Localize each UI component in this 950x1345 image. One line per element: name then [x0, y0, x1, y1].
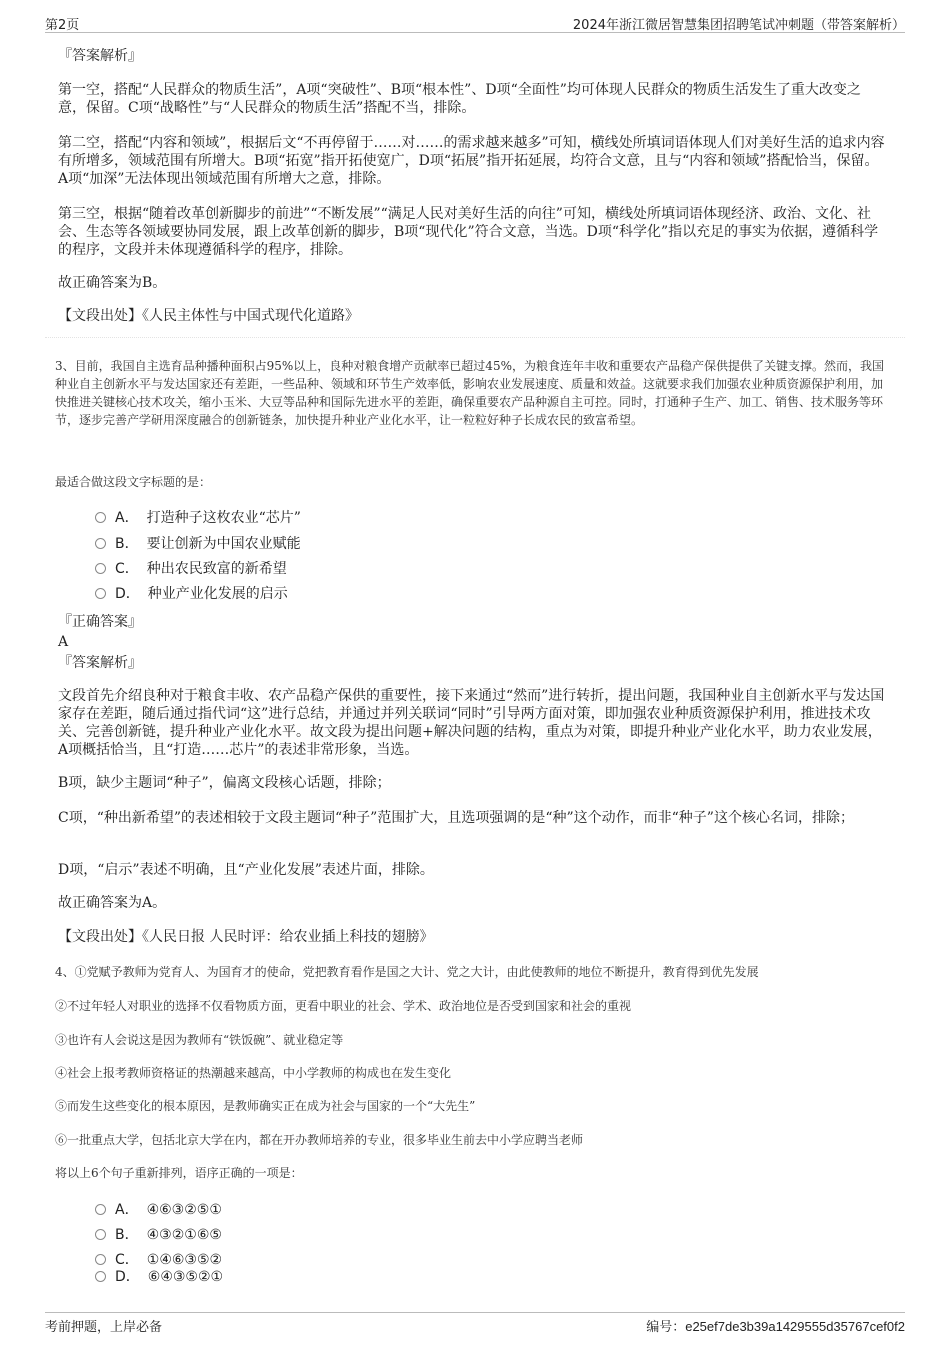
analysis-paragraph-3: 第三空，根据“随着改革创新脚步的前进”“不断发展”“满足人民对美好生活的向往”可知，横线处所填词语体现经济、政治、文化、社会、生态等各领域要协同发展，跟上改革创新的脚步，B项“现代化”符合文意，当选。D项“科学化”指以充足的事实为依据，遵循科学的程序，文段并未体现遵循科学的程序，排除。 — [58, 206, 879, 258]
radio-button[interactable] — [95, 538, 106, 549]
document-code: 编号：e25ef7de3b39a1429555d35767cef0f2 — [646, 1319, 905, 1334]
analysis-q3-paragraph-3: C项，“种出新希望”的表述相较于文段主题词“种子”范围扩大，且选项强调的是“种”这个动作，而非“种子”这个核心名词，排除； — [58, 810, 854, 826]
page-number: 第2页 — [45, 18, 80, 33]
document-title: 2024年浙江微居智慧集团招聘笔试冲刺题（带答案解析） — [572, 18, 905, 33]
question-4-sentence-3: ③也许有人会说这是因为教师有“铁饭碗”、就业稳定等 — [55, 1033, 344, 1047]
answer-q3: A — [58, 634, 69, 650]
source-q2: 【文段出处】《人民主体性与中国式现代化道路》 — [58, 308, 359, 324]
option-c[interactable]: C． ①④⑥③⑤② — [95, 1251, 222, 1269]
question-4-sentence-6: ⑥一批重点大学，包括北京大学在内，都在开办教师培养的专业，很多毕业生前去中小学应聘当老师 — [55, 1133, 584, 1147]
analysis-q3-paragraph-4: D项，“启示”表述不明确，且“产业化发展”表述片面，排除。 — [58, 862, 434, 878]
conclusion-q2: 故正确答案为B。 — [58, 275, 167, 291]
option-b[interactable]: B． 要让创新为中国农业赋能 — [95, 535, 301, 553]
analysis-title-q2: 『答案解析』 — [58, 48, 142, 64]
question-4-sentence-2: ②不过年轻人对职业的选择不仅看物质方面，更看中职业的社会、学术、政治地位是否受到国家和社会的重视 — [55, 999, 632, 1013]
analysis-q3-paragraph-2: B项，缺少主题词“种子”，偏离文段核心话题，排除； — [58, 775, 391, 791]
question-4-sentence-1: 4、①党赋予教师为党育人、为国育才的使命，党把教育看作是国之大计、党之大计，由此使教师的地位不断提升，教育得到优先发展 — [55, 965, 759, 979]
option-b[interactable]: B． ④③②①⑥⑤ — [95, 1226, 222, 1244]
option-a[interactable]: A． 打造种子这枚农业“芯片” — [95, 509, 301, 527]
section-divider — [45, 337, 905, 338]
radio-button[interactable] — [95, 588, 106, 599]
question-4-sentence-5: ⑤而发生这些变化的根本原因，是教师确实正在成为社会与国家的一个“大先生” — [55, 1099, 476, 1113]
radio-button[interactable] — [95, 563, 106, 574]
radio-button[interactable] — [95, 512, 106, 523]
page-footer — [45, 1312, 905, 1335]
analysis-title-q3: 『答案解析』 — [58, 655, 142, 671]
radio-button[interactable] — [95, 1271, 106, 1282]
analysis-q3-paragraph-1: 文段首先介绍良种对于粮食丰收、农产品稳产保供的重要性，接下来通过“然而”进行转折，提出问题，我国种业自主创新水平与发达国家存在差距，随后通过指代词“这”进行总结，并通过并列关联词“同时”引导两方面对策，即加强农业种质资源保护利用，推进技术攻关、完善创新链，提升种业产业化水平。故文段为提出问题+解决问题的结构，重点为对策，即提升种业产业化水平，助力农业发展，A项概括恰当，且“打造……芯片”的表述非常形象，当选。 — [58, 688, 885, 758]
analysis-paragraph-1: 第一空，搭配“人民群众的物质生活”，A项“突破性”、B项“根本性”、D项“全面性”均可体现人民群众的物质生活发生了重大改变之意，保留。C项“战略性”与“人民群众的物质生活”搭配不当，排除。 — [58, 82, 861, 116]
source-q3: 【文段出处】《人民日报 人民时评：给农业插上科技的翅膀》 — [58, 929, 434, 945]
radio-button[interactable] — [95, 1254, 106, 1265]
question-4-sentence-4: ④社会上报考教师资格证的热潮越来越高，中小学教师的构成也在发生变化 — [55, 1066, 452, 1080]
option-d[interactable]: D． ⑥④③⑤②① — [95, 1268, 223, 1286]
radio-button[interactable] — [95, 1204, 106, 1215]
question-4-prompt: 将以上6个句子重新排列，语序正确的一项是： — [55, 1166, 303, 1180]
option-d[interactable]: D． 种业产业化发展的启示 — [95, 585, 288, 603]
option-a[interactable]: A． ④⑥③②⑤① — [95, 1201, 222, 1219]
conclusion-q3: 故正确答案为A。 — [58, 895, 167, 911]
answer-title-q3: 『正确答案』 — [58, 614, 142, 630]
radio-button[interactable] — [95, 1229, 106, 1240]
question-3-prompt: 最适合做这段文字标题的是： — [55, 475, 212, 489]
page-header — [45, 12, 905, 33]
question-3-stem: 3、目前，我国自主选育品种播种面积占95%以上，良种对粮食增产贡献率已超过45%，为粮食连年丰收和重要农产品稳产保供提供了关键支撑。然而，我国种业自主创新水平与发达国家还有差距，一些品种、领域和环节生产效率低，影响农业发展速度、质量和效益。这就要求我们加强农业种质资源保护利用，加快推进关键核心技术攻关，缩小玉米、大豆等品种和国际先进水平的差距，确保重要农产品种源自主可控。同时，打通种子生产、加工、销售、技术服务等环节，逐步完善产学研用深度融合的创新链条，加快提升种业产业化水平，让一粒粒好种子长成农民的致富希望。 — [55, 359, 884, 427]
analysis-paragraph-2: 第二空，搭配“内容和领域”，根据后文“不再停留于……对……的需求越来越多”可知，横线处所填词语体现人们对美好生活的追求内容有所增多，领域范围有所增大。B项“拓宽”指开拓使宽广，D项“拓展”指开拓延展，均符合文意，且与“内容和领域”搭配恰当，保留。A项“加深”无法体现出领域范围有所增大之意，排除。 — [58, 135, 885, 187]
option-c[interactable]: C． 种出农民致富的新希望 — [95, 560, 287, 578]
footer-slogan: 考前押题，上岸必备 — [45, 1320, 163, 1335]
